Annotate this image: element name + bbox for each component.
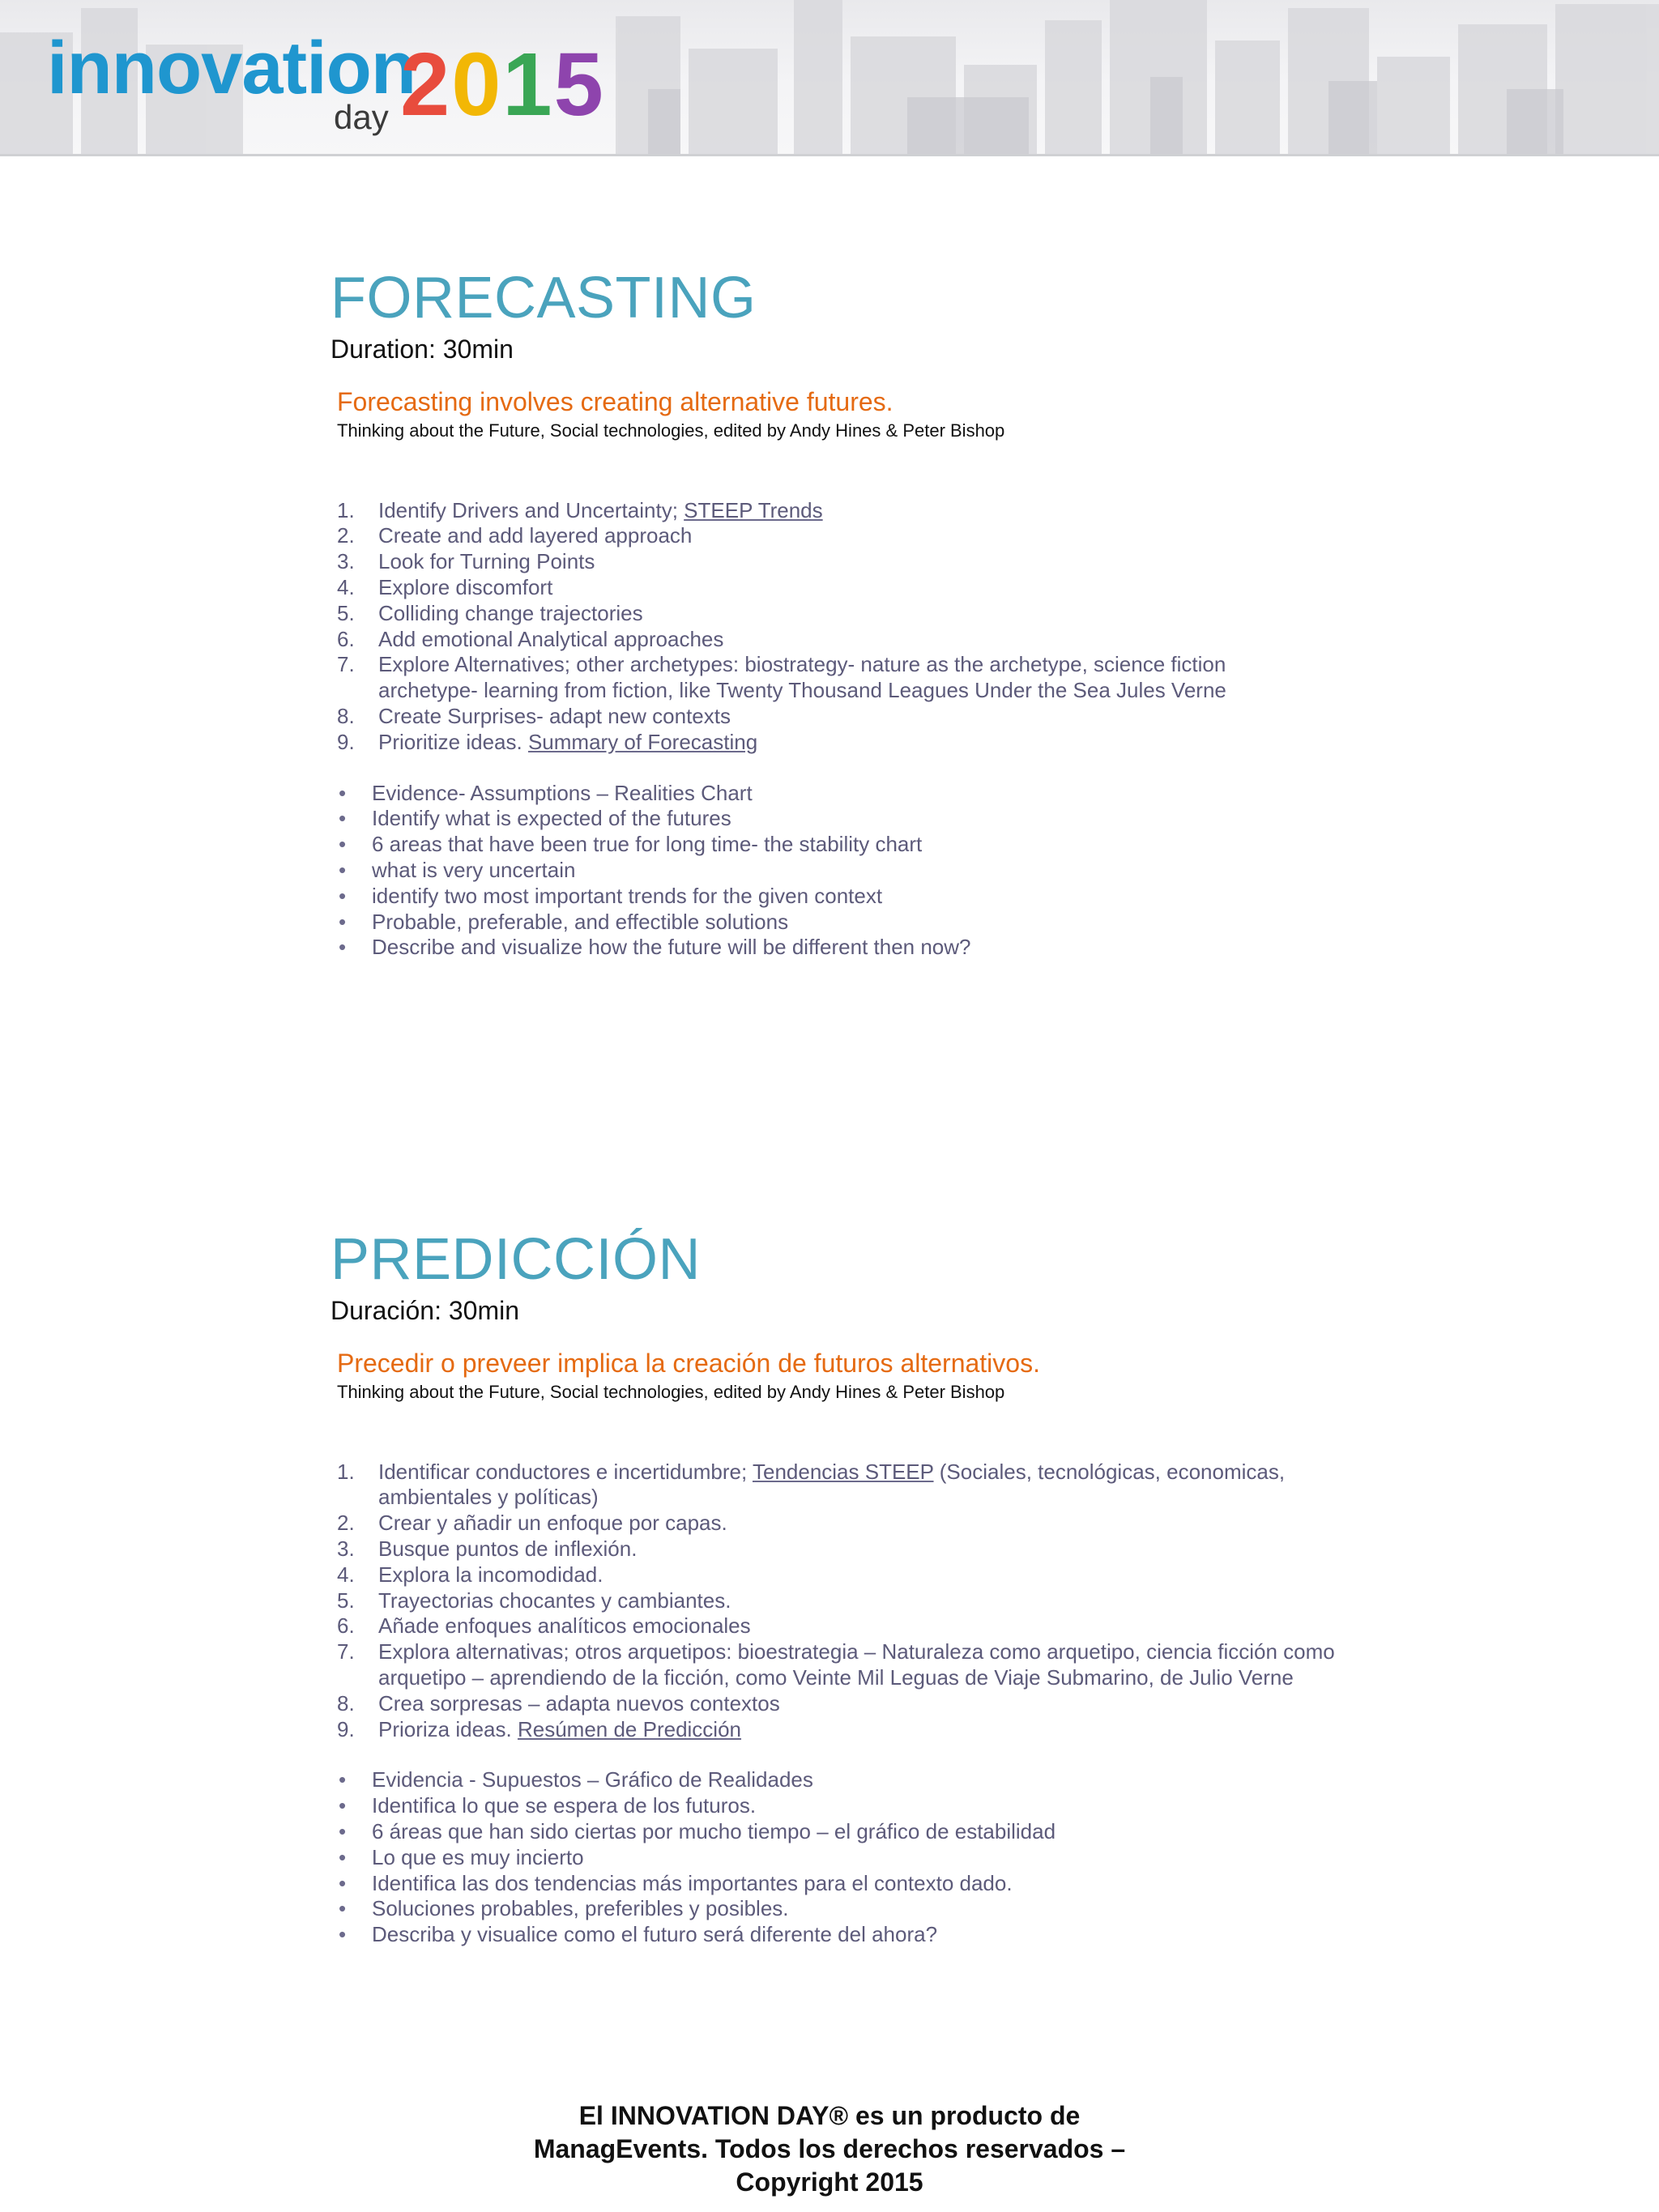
list-number: 8. xyxy=(337,703,355,728)
list-item xyxy=(337,1613,1343,1639)
list-item xyxy=(337,704,1343,730)
bullet-marker: • xyxy=(339,935,347,960)
list-item xyxy=(337,910,1343,936)
logo-year-digit: 2 xyxy=(400,35,452,134)
list-item-text: Evidencia - Supuestos – Gráfico de Realidades xyxy=(372,1767,813,1792)
list-item xyxy=(337,1793,1343,1819)
steps-list xyxy=(337,498,1343,756)
list-number: 1. xyxy=(337,497,355,522)
list-item-text: Trayectorias chocantes y cambiantes. xyxy=(378,1588,731,1613)
list-item-text: 6 areas that have been true for long time- the stability chart xyxy=(372,832,923,857)
bullet-marker: • xyxy=(339,780,347,805)
list-item xyxy=(337,1588,1343,1614)
forecasting-section xyxy=(331,266,1343,961)
prediccion-section xyxy=(331,1227,1343,1948)
footer-line: ManagEvents. Todos los derechos reservados – xyxy=(533,2134,1126,2163)
list-number: 8. xyxy=(337,1690,355,1715)
list-item-text: Identify what is expected of the futures xyxy=(372,806,731,831)
bullet-marker: • xyxy=(339,832,347,857)
bullet-marker: • xyxy=(339,1818,347,1843)
list-item xyxy=(337,1845,1343,1871)
logo-year xyxy=(400,35,605,134)
list-number: 2. xyxy=(337,1511,355,1536)
list-item xyxy=(337,1536,1343,1562)
list-item xyxy=(337,1819,1343,1845)
list-item xyxy=(337,523,1343,549)
list-item xyxy=(337,1511,1343,1536)
section-title: FORECASTING xyxy=(331,266,757,330)
list-number: 3. xyxy=(337,1536,355,1561)
list-number: 4. xyxy=(337,574,355,599)
footer-line: El INNOVATION DAY® es un producto de xyxy=(578,2101,1081,2130)
bullet-marker: • xyxy=(339,1870,347,1895)
list-item-text: Crea sorpresas – adapta nuevos contextos xyxy=(378,1690,780,1715)
bullet-marker: • xyxy=(339,1922,347,1947)
tendencias-steep-link[interactable]: Tendencias STEEP xyxy=(752,1459,934,1484)
list-item-text: Look for Turning Points xyxy=(378,549,595,574)
bullet-marker: • xyxy=(339,909,347,934)
list-item-text: Crear y añadir un enfoque por capas. xyxy=(378,1511,727,1536)
innovation-day-logo xyxy=(47,27,614,136)
list-item-text: Identifica lo que se espera de los futuros. xyxy=(372,1793,757,1818)
list-number: 4. xyxy=(337,1562,355,1587)
list-item xyxy=(337,858,1343,884)
list-number: 7. xyxy=(337,1639,355,1664)
list-item xyxy=(337,884,1343,910)
list-item xyxy=(337,832,1343,858)
section-lead: Forecasting involves creating alternative futures. xyxy=(337,387,893,417)
list-item xyxy=(337,1871,1343,1897)
section-source: Thinking about the Future, Social technologies, edited by Andy Hines & Peter Bishop xyxy=(337,420,1005,441)
list-number: 7. xyxy=(337,652,355,677)
logo-year-digit: 1 xyxy=(502,35,554,134)
list-item xyxy=(337,1896,1343,1922)
list-item-text: Evidence- Assumptions – Realities Chart xyxy=(372,780,753,805)
logo-day: day xyxy=(334,98,389,136)
section-source: Thinking about the Future, Social technologies, edited by Andy Hines & Peter Bishop xyxy=(337,1382,1005,1403)
list-item-text: Explore discomfort xyxy=(378,574,553,599)
resumen-de-prediccion-link[interactable]: Resúmen de Predicción xyxy=(517,1716,742,1741)
list-item-text: Prioritize ideas. xyxy=(378,729,528,754)
bullet-marker: • xyxy=(339,1844,347,1869)
list-item xyxy=(337,575,1343,601)
section-title: PREDICCIÓN xyxy=(331,1227,702,1292)
list-number: 3. xyxy=(337,549,355,574)
list-item-text: 6 áreas que han sido ciertas por mucho tiempo – el gráfico de estabilidad xyxy=(372,1818,1056,1843)
footer-line: Copyright 2015 xyxy=(736,2167,923,2197)
list-item xyxy=(337,1562,1343,1588)
list-item xyxy=(337,549,1343,575)
list-item xyxy=(337,935,1343,961)
list-item xyxy=(337,1717,1343,1743)
list-item xyxy=(337,781,1343,807)
list-number: 9. xyxy=(337,1716,355,1741)
list-number: 2. xyxy=(337,523,355,548)
list-item xyxy=(337,806,1343,832)
bullet-marker: • xyxy=(339,1767,347,1792)
list-item-text: Soluciones probables, preferibles y posibles. xyxy=(372,1896,789,1921)
list-item-text: Create Surprises- adapt new contexts xyxy=(378,703,731,728)
steps-list xyxy=(337,1460,1343,1743)
list-item-text: what is very uncertain xyxy=(372,857,576,882)
bullet-marker: • xyxy=(339,883,347,908)
bullets-list xyxy=(337,1767,1343,1948)
logo-year-digit: 5 xyxy=(553,35,605,134)
bullets-list xyxy=(337,781,1343,961)
bullet-marker: • xyxy=(339,806,347,831)
list-item-text: Explora alternativas; otros arquetipos: bioestrategia – Naturaleza como arquetipo, ciencia ficción como arquetipo – aprendiendo de la ficción, como Veinte Mil Leguas de Viaje Submarino, de Julio Verne xyxy=(378,1639,1335,1690)
list-item-text: Prioriza ideas. xyxy=(378,1716,518,1741)
list-item-text: Añade enfoques analíticos emocionales xyxy=(378,1613,751,1639)
list-item-text: Create and add layered approach xyxy=(378,523,693,548)
section-duration: Duration: 30min xyxy=(331,335,514,364)
section-lead: Precedir o preveer implica la creación de futuros alternativos. xyxy=(337,1349,1040,1379)
list-item xyxy=(337,652,1343,704)
list-number: 9. xyxy=(337,729,355,754)
bullet-marker: • xyxy=(339,1896,347,1921)
list-item-text: Explore Alternatives; other archetypes: biostrategy- nature as the archetype, science fiction archetype- learning from fiction, like Twenty Thousand Leagues Under the Sea Jules Verne xyxy=(378,652,1226,703)
list-item-text: Describe and visualize how the future will be different then now? xyxy=(372,935,971,960)
list-item-text: Explora la incomodidad. xyxy=(378,1562,603,1587)
list-item xyxy=(337,627,1343,653)
list-item-text: Identifica las dos tendencias más importantes para el contexto dado. xyxy=(372,1870,1013,1895)
list-item xyxy=(337,1691,1343,1717)
list-number: 5. xyxy=(337,600,355,625)
list-item-text: Identificar conductores e incertidumbre; xyxy=(378,1459,753,1484)
list-item-text: Busque puntos de inflexión. xyxy=(378,1536,638,1561)
list-number: 1. xyxy=(337,1459,355,1484)
copyright-footer xyxy=(0,2099,1659,2199)
list-item xyxy=(337,1767,1343,1793)
list-item xyxy=(337,1922,1343,1948)
steep-trends-link[interactable]: STEEP Trends xyxy=(684,497,823,522)
page-header xyxy=(0,0,1659,156)
list-item-text: Identify Drivers and Uncertainty; xyxy=(378,497,684,522)
list-item xyxy=(337,730,1343,756)
list-number: 5. xyxy=(337,1588,355,1613)
section-duration: Duración: 30min xyxy=(331,1296,519,1325)
list-item-text: Colliding change trajectories xyxy=(378,600,643,625)
bullet-marker: • xyxy=(339,1793,347,1818)
bullet-marker: • xyxy=(339,857,347,882)
list-item xyxy=(337,601,1343,627)
list-item-text: Probable, preferable, and effectible solutions xyxy=(372,909,789,934)
list-item xyxy=(337,498,1343,524)
list-number: 6. xyxy=(337,1613,355,1639)
list-item-text: identify two most important trends for the given context xyxy=(372,883,883,908)
summary-of-forecasting-link[interactable]: Summary of Forecasting xyxy=(527,729,758,754)
list-item-text: Lo que es muy incierto xyxy=(372,1844,584,1869)
list-item xyxy=(337,1460,1343,1511)
list-item-text: Add emotional Analytical approaches xyxy=(378,626,724,651)
list-item xyxy=(337,1639,1343,1691)
list-item-text: (Sociales, tecnológicas, economicas, ambientales y políticas) xyxy=(378,1459,1286,1510)
logo-year-digit: 0 xyxy=(451,35,503,134)
logo-word: innovation xyxy=(47,27,416,109)
list-number: 6. xyxy=(337,626,355,651)
list-item-text: Describa y visualice como el futuro será diferente del ahora? xyxy=(372,1922,938,1947)
